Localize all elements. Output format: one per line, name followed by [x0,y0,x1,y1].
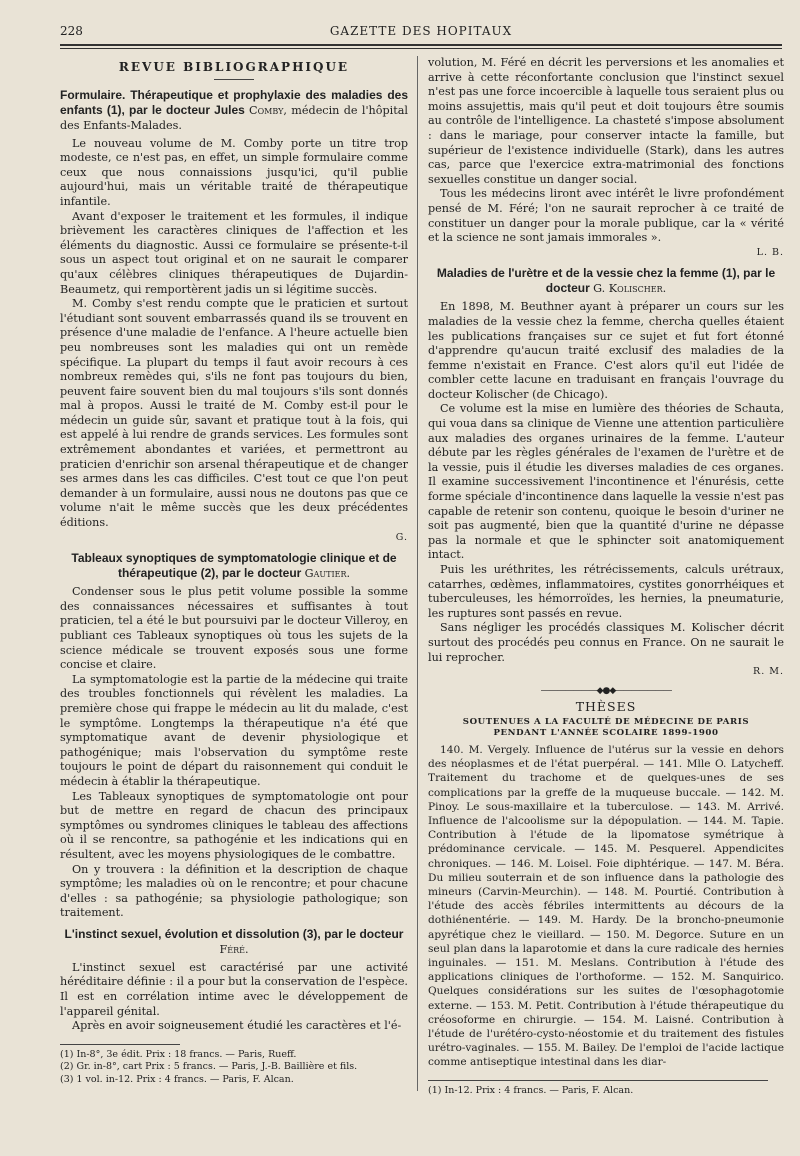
paragraph: La symptomatologie est la partie de la médecine qui traite des troubles fonctionnels qui révèlent les maladies. La première chose qui frappe le médecin au lit du malade, c'est le symptôme. Longtemps la thérapeutique n'a été que symptomatique avant de devenir physiologique et pathogénique; mais l'observation du symptôme reste toujours le point de départ du raisonnement qui conduit le médecin à établir la thérapeutique. [60,672,408,788]
review-author: Gautier [304,567,347,581]
footnote: (1) In-12. Prix : 4 francs. — Paris, F. Alcan. [428,1084,634,1096]
footnote-rule [60,1044,180,1045]
review-signature: L. B. [756,246,784,258]
footnote-rule [428,1080,768,1081]
section-rule [214,79,254,80]
review-signature: G. [395,531,408,543]
paragraph: Tous les médecins liront avec intérêt le livre profondément pensé de M. Féré; l'on ne saurait reprocher à ce traité de constituer un danger pour la morale publique, car la « vérité et la science ne sont jamais immorales ». [428,187,784,245]
paragraph: Avant d'exposer le traitement et les formules, il indique brièvement les caractères cliniques de l'affection et les éléments du diagnostic. Aussi ce formulaire se présente-t-il sous un aspect tout original et on ne saurait le comparer qu'aux célèbres cliniques thérapeutiques de Dujardin-Beaumetz, qui remportèrent jadis un si légitime succès. [60,209,408,296]
theses-subtitle: SOUTENUES A LA FACULTÉ DE MÉDECINE DE PARIS PENDANT L'ANNÉE SCOLAIRE 1899-1900 [462,716,750,738]
paragraph: Condenser sous le plus petit volume possible la somme des connaissances nécessaires et suffisantes à tout praticien, tel a été le but poursuivi par le docteur Villeroy, en publiant ces Tableaux synoptiques où tous les sujets de la science médicale se trouvent exposés sous une forme concise et claire. [60,585,408,672]
review-title: Formulaire. Thérapeutique et prophylaxie des maladies des enfants (1), par le docteur Jules Comby, médecin de l'hôpital des Enfants-Malades. [60,87,408,132]
paragraph: En 1898, M. Beuthner ayant à préparer un cours sur les maladies de la vessie chez la femme, chercha quelles étaient les publications françaises sur ce sujet et fut fort étonné d'apprendre qu'aucun traité exclusif des maladies de la femme n'existait en France. C'est alors qu'il eut l'idée de combler cette lacune en traduisant en français l'ouvrage du docteur Kolischer (de Chicago). [428,300,784,401]
column-divider [417,56,418,1091]
review-signature: R. M. [753,666,784,678]
paragraph: M. Comby s'est rendu compte que le praticien et surtout l'étudiant sont souvent embarrassés quand ils se trouvent en présence d'une maladie de l'enfance. A l'heure actuelle bien peu nombreuses sont les maladies qui ont un remède spécifique. La plupart du temps il faut avoir recours à ces nombreux remèdes qui, s'ils ne font pas toujours du bien, peuvent faire souvent bien du mal toujours s'ils sont donnés mal à propos. Aussi le traité de M. Comby est-il pour le médecin un guide sûr, savant et pratique tout à la fois, qui est appelé à lui rendre de grands services. Les formules sont extrêmement abondantes et variées, et permettront au praticien d'enrichir son arsenal thérapeutique et de changer ses armes dans les cas difficiles. C'est tout ce que l'on peut demander à un formulaire, aussi nous ne doutons pas que ce volume n'ait le même succès que les deux précédentes éditions. [60,297,408,530]
header-rule [60,44,782,46]
review-author: G. Kolischer [593,282,663,296]
paragraph: Après en avoir soigneusement étudié les caractères et l'é- [72,1019,402,1033]
header-rule-thin [60,48,782,49]
footnote: (2) Gr. in-8°, cart Prix : 5 francs. — Paris, J.-B. Baillière et fils. [60,1061,358,1073]
review-author: Comby [249,103,284,117]
page-number: 228 [60,24,83,38]
footnote: (1) In-8°, 3e édit. Prix : 18 francs. — Paris, Rueff. [60,1048,297,1060]
left-column [60,56,408,1086]
theses-list: 140. M. Vergely. Influence de l'utérus sur la vessie en dehors des néoplasmes et de l'état puerpéral. — 141. Mlle O. Latycheff. Traitement du trachome et de quelques-unes de ses complications par la greffe de la muqueuse buccale. — 142. M. Pinoy. Le sous-maxillaire et la tuberculose. — 143. M. Arrivé. Influence de l'alcoolisme sur la dépopulation. — 144. M. Tapie. Contribution à l'étude de la lipomatose symétrique à prédominance cervicale. — 145. M. Pesquerel. Appendicites chroniques. — 146. M. Loisel. Foie diphtérique. — 147. M. Béra. Du milieu souterrain et de son influence dans la pathologie des mineurs (Carvin-Meurchin). — 148. M. Pourtié. Contribution à l'étude des accès fébriles intermittents au décours de la dothiénentérie. — 149. M. Hardy. De la broncho-pneumonie apyrétique chez le vieillard. — 150. M. Degorce. Suture en un seul plan dans la laparotomie et dans la cure radicale des hernies inguinales. — 151. M. Meslans. Contribution à l'étude des applications cliniques de l'orthoforme. — 152. M. Sanquirico. Quelques considérations sur les suites de l'œsophagotomie externe. — 153. M. Petit. Contribution à l'étude thérapeutique du créosoforme en chirurgie. — 154. M. Laisné. Contribution à l'étude de l'urétéro-cysto-néostomie et du traitement des fistules urétro-vaginales. — 155. M. Bailey. De l'emploi de l'acide lactique comme antiseptique intestinal dans les diar- [428,743,784,1069]
review-title: Tableaux synoptiques de symptomatologie clinique et de thérapeutique (2), par le docteur Gautier. [71,551,397,581]
paragraph: On y trouvera : la définition et la description de chaque symptôme; les maladies où on le rencontre; et pour chacune d'elles : sa pathogénie; sa physiologie pathologique; son traitement. [60,862,408,920]
review-title: Maladies de l'urètre et de la vessie chez la femme (1), par le docteur G. Kolischer. [436,266,776,296]
paragraph: Ce volume est la mise en lumière des théories de Schauta, qui voua dans sa clinique de Vienne une attention particulière aux maladies des organes urinaires de la femme. L'auteur débute par les règles générales de l'examen de l'urètre et de la vessie, puis il étudie les diverses maladies de ces organes. Il examine successivement l'incontinence et l'énurésis, cette forme spéciale d'incontinence dans laquelle la vessie n'est pas capable de retenir son contenu, quoique le besoin d'uriner ne soit pas augmenté, bien que la quantité d'urine ne dépasse pas la normale et que le sphincter soit anatomiquement intact. [428,402,784,562]
paragraph: volution, M. Féré en décrit les perversions et les anomalies et arrive à cette réconfortante conclusion que l'instinct sexuel n'est pas une force incoercible à laquelle tous seraient plus ou moins assujettis, mais qu'il peut et doit toujours être soumis au contrôle de l'intelligence. La chasteté s'impose absolument : dans le mariage, pour conserver intacte la famille, but supérieur de l'existence individuelle (Stark), dans les autres cas, parce que l'exercice extra-matrimonial des fonctions sexuelles constitue un danger social. [428,56,784,186]
section-ornament: ———————◆●◆——————— [540,685,672,696]
page-header [60,22,782,42]
paragraph: Sans négliger les procédés classiques M. Kolischer décrit surtout des procédés peu connus en France. On ne saurait le lui reprocher. [428,621,784,664]
paragraph: Puis les uréthrites, les rétrécissements, calculs urétraux, catarrhes, œdèmes, inflammatoires, cystites gonorrhéiques et tuberculeuses, les hémorroïdes, les hernies, la pneumaturie, les ruptures sont passés en revue. [428,563,784,620]
section-title: REVUE BIBLIOGRAPHIQUE [118,60,350,74]
paragraph: Le nouveau volume de M. Comby porte un titre trop modeste, ce n'est pas, en effet, un simple formulaire comme ceux que nous connaissions jusqu'ici, qu'il publie aujourd'hui, mais un véritable traité de thérapeutique infantile. [60,136,408,208]
right-column [428,56,784,1097]
paragraph: Les Tableaux synoptiques de symptomatologie ont pour but de mettre en regard de chacun des principaux symptômes ou syndromes cliniques le tableau des affections où il se rencontre, sa pathogénie et les indications qui en résultent, avec les moyens physiologiques de le combattre. [60,789,408,861]
running-title: GAZETTE DES HOPITAUX [329,24,513,38]
paragraph: L'instinct sexuel est caractérisé par une activité héréditaire définie : il a pour but la conservation de l'espèce. Il est en corrélation intime avec le développement de l'appareil génital. [60,960,408,1018]
review-author: Féré [219,942,245,956]
theses-title: THÈSES [575,699,637,715]
footnote: (3) 1 vol. in-12. Prix : 4 francs. — Paris, F. Alcan. [60,1073,294,1085]
review-title: L'instinct sexuel, évolution et dissolution (3), par le docteur Féré. [64,926,404,956]
